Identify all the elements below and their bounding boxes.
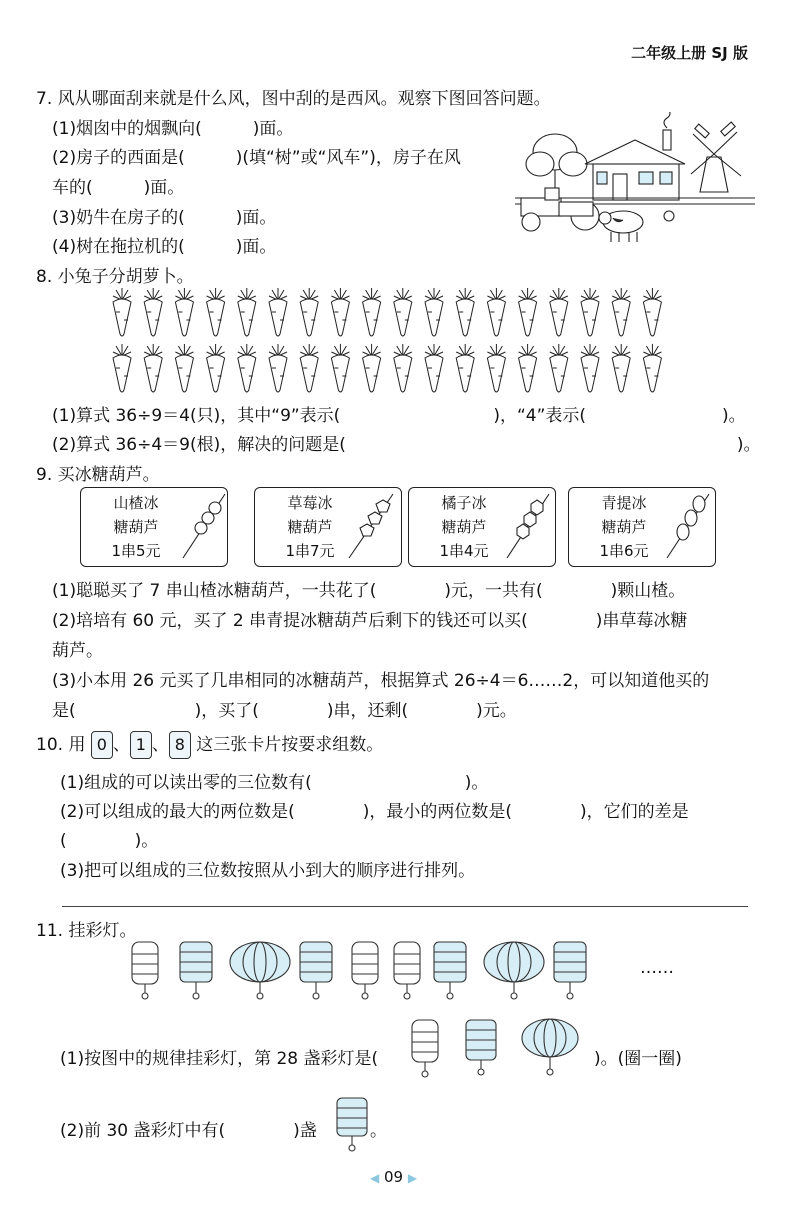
card-name-line1: 草莓冰	[287, 494, 333, 512]
carrot-icon	[175, 344, 193, 392]
card-name-line2: 糖葫芦	[287, 518, 333, 536]
farm-scene-illustration	[515, 112, 755, 247]
carrot-icon	[207, 288, 225, 336]
carrot-icon	[550, 288, 568, 336]
lantern-options	[406, 1016, 586, 1082]
carrot-icon	[238, 288, 256, 336]
right-arrow-icon: ▶	[407, 1171, 418, 1185]
q10-title-prefix: 10. 用	[36, 735, 86, 755]
card-price: 1串4元	[439, 542, 489, 560]
card-name-line2: 糖葫芦	[113, 518, 159, 536]
lantern-ellipsis: ……	[640, 958, 674, 978]
lantern-row	[128, 938, 648, 1004]
lantern-option-narrow[interactable]	[412, 1020, 438, 1077]
card-name-line2: 糖葫芦	[601, 518, 647, 536]
carrot-icon	[456, 288, 474, 336]
lantern-narrow-icon	[132, 942, 158, 999]
card-price: 1串6元	[599, 542, 649, 560]
tanghulu-grape-icon	[661, 490, 715, 564]
separator: 、	[112, 735, 130, 755]
carrot-icon	[425, 288, 443, 336]
carrot-icon	[269, 288, 287, 336]
card-name-line1: 青提冰	[601, 494, 647, 512]
q7-sub2a: (2)房子的西面是( )(填“树”或“风车”)，房子在风	[52, 148, 461, 168]
card-name-line1: 山楂冰	[113, 494, 159, 512]
carrot-icon	[519, 288, 537, 336]
q11-sub2-prefix: (2)前 30 盏彩灯中有( )盏	[60, 1121, 317, 1141]
carrot-icon	[238, 344, 256, 392]
q9-sub2b: 葫芦。	[52, 641, 103, 661]
carrot-icon	[394, 344, 412, 392]
carrot-icon	[487, 288, 505, 336]
tanghulu-tangerine-icon	[501, 490, 555, 564]
page-number: 09	[384, 1168, 404, 1186]
q10-sub2b: ( )。	[60, 831, 159, 851]
q10-sub2a: (2)可以组成的最大的两位数是( )，最小的两位数是( )，它们的差是	[60, 802, 689, 822]
lantern-narrow-icon	[352, 942, 378, 999]
carrot-icon	[269, 344, 287, 392]
q8-title: 8. 小兔子分胡萝卜。	[36, 267, 194, 287]
carrot-icon	[207, 344, 225, 392]
carrot-icon	[300, 288, 318, 336]
q11-sub2-suffix: 。	[370, 1121, 387, 1141]
tanghulu-strawberry-icon	[343, 490, 401, 564]
carrot-icon	[581, 288, 599, 336]
carrot-icon	[487, 344, 505, 392]
lantern-striped-icon	[300, 942, 332, 999]
carrot-icon	[612, 344, 630, 392]
carrot-icon	[643, 288, 661, 336]
q10-sub3: (3)把可以组成的三位数按照从小到大的顺序进行排列。	[60, 861, 476, 881]
lantern-round-icon	[230, 942, 290, 999]
q9-sub2a: (2)培培有 60 元，买了 2 串青提冰糖葫芦后剩下的钱还可以买( )串草莓冰糖	[52, 611, 688, 631]
lantern-striped-icon	[434, 942, 466, 999]
q7-sub4: (4)树在拖拉机的( )面。	[52, 237, 277, 257]
carrot-icon	[643, 344, 661, 392]
lantern-round-icon	[484, 942, 544, 999]
lantern-option-round[interactable]	[522, 1019, 578, 1075]
number-card-1: 1	[130, 731, 152, 759]
carrot-icon	[331, 344, 349, 392]
q11-sub1-prefix: (1)按图中的规律挂彩灯，第 28 盏彩灯是(	[60, 1049, 379, 1069]
carrot-icon	[425, 344, 443, 392]
section-divider	[62, 906, 748, 907]
carrot-icon	[175, 288, 193, 336]
q7-sub1: (1)烟囱中的烟飘向( )面。	[52, 119, 294, 139]
number-card-0: 0	[91, 731, 113, 759]
price-card-strawberry	[254, 487, 402, 567]
carrot-icon	[550, 344, 568, 392]
q7-sub3: (3)奶牛在房子的( )面。	[52, 208, 277, 228]
card-price: 1串5元	[111, 542, 161, 560]
carrot-icon	[394, 288, 412, 336]
q8-sub1: (1)算式 36÷9＝4(只)，其中“9”表示( )，“4”表示( )。	[52, 406, 746, 426]
left-arrow-icon: ◀	[370, 1171, 380, 1185]
q11-title: 11. 挂彩灯。	[36, 921, 137, 941]
carrot-icon	[113, 344, 131, 392]
carrot-icon	[363, 288, 381, 336]
q7-title: 7. 风从哪面刮来就是什么风，图中刮的是西风。观察下图回答问题。	[36, 89, 551, 109]
q9-sub3a: (3)小本用 26 元买了几串相同的冰糖葫芦，根据算式 26÷4＝6……2，可以知道他买的	[52, 671, 710, 691]
grade-edition-label: 二年级上册 SJ 版	[631, 44, 748, 62]
q11-sub1-suffix: )。(圈一圈)	[594, 1049, 682, 1069]
carrot-icon	[456, 344, 474, 392]
carrot-icon	[113, 288, 131, 336]
card-name-line1: 橘子冰	[441, 494, 487, 512]
lantern-option-striped[interactable]	[466, 1020, 496, 1075]
q9-sub3b: 是( )，买了( )串，还剩( )元。	[52, 701, 517, 721]
carrot-group	[110, 286, 670, 396]
price-card-tangerine	[408, 487, 556, 567]
q9-title: 9. 买冰糖葫芦。	[36, 465, 160, 485]
q7-sub2b: 车的( )面。	[52, 178, 185, 198]
price-card-hawthorn	[80, 487, 228, 567]
q8-sub2: (2)算式 36÷4＝9(根)，解决的问题是( )。	[52, 435, 761, 455]
page-footer	[370, 1168, 417, 1186]
card-name-line2: 糖葫芦	[441, 518, 487, 536]
carrot-icon	[519, 344, 537, 392]
tanghulu-hawthorn-icon	[177, 490, 231, 564]
carrot-icon	[581, 344, 599, 392]
price-card-green-grape	[568, 487, 716, 567]
q10-title-suffix: 这三张卡片按要求组数。	[196, 735, 384, 755]
lantern-narrow-icon	[394, 942, 420, 999]
carrot-icon	[363, 344, 381, 392]
striped-lantern-icon	[332, 1094, 372, 1156]
card-price: 1串7元	[285, 542, 335, 560]
q10-title	[36, 730, 383, 759]
q9-sub1: (1)聪聪买了 7 串山楂冰糖葫芦，一共花了( )元，一共有( )颗山楂。	[52, 581, 686, 601]
carrot-icon	[331, 288, 349, 336]
separator: 、	[151, 735, 169, 755]
carrot-icon	[612, 288, 630, 336]
lantern-striped-icon	[180, 942, 212, 999]
q10-sub1: (1)组成的可以读出零的三位数有( )。	[60, 773, 489, 793]
carrot-icon	[144, 288, 162, 336]
carrot-icon	[144, 344, 162, 392]
number-card-8: 8	[169, 731, 191, 759]
carrot-icon	[300, 344, 318, 392]
lantern-striped-icon	[554, 942, 586, 999]
